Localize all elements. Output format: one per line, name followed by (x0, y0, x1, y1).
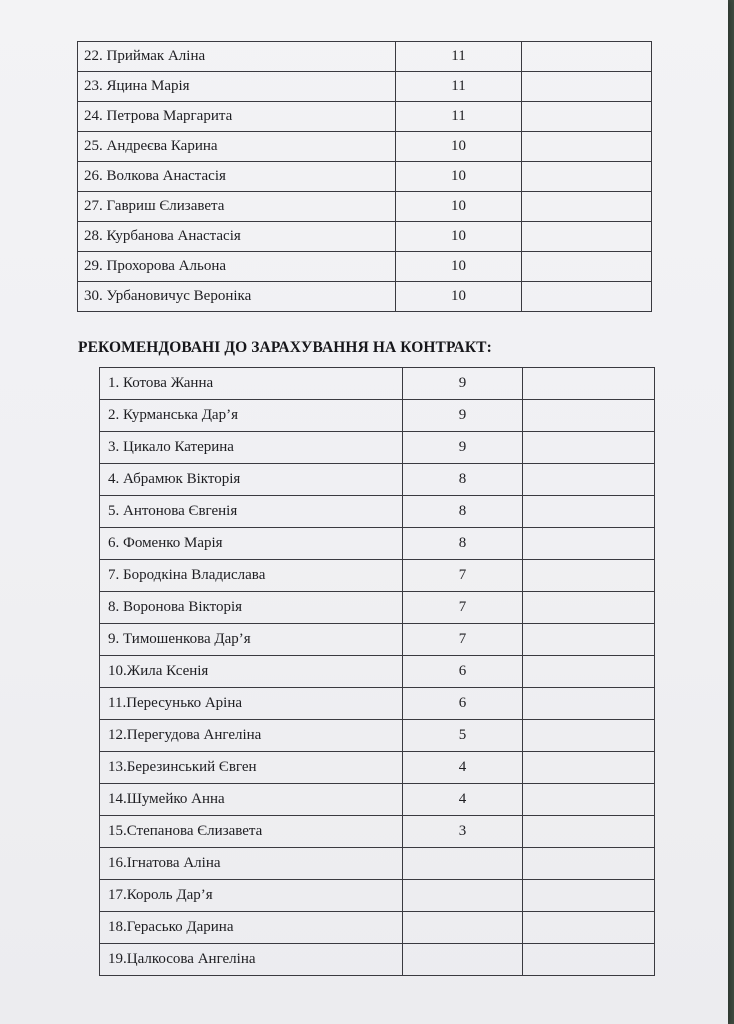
student-name-cell: 27. Гавриш Єлизавета (78, 192, 396, 222)
table-row (100, 784, 655, 816)
table-row (78, 102, 652, 132)
table-row (100, 432, 655, 464)
blank-cell (523, 720, 655, 752)
blank-cell (522, 282, 652, 312)
student-name-cell: 3. Цикало Катерина (100, 432, 403, 464)
table-row (100, 816, 655, 848)
table-row (100, 688, 655, 720)
student-name-cell: 7. Бородкіна Владислава (100, 560, 403, 592)
student-name-cell: 14.Шумейко Анна (100, 784, 403, 816)
blank-cell (523, 560, 655, 592)
student-name-cell: 22. Приймак Аліна (78, 42, 396, 72)
blank-cell (523, 944, 655, 976)
score-cell: 10 (396, 132, 522, 162)
score-cell: 10 (396, 252, 522, 282)
blank-cell (522, 102, 652, 132)
score-cell: 3 (403, 816, 523, 848)
student-name-cell: 4. Абрамюк Вікторія (100, 464, 403, 496)
blank-cell (523, 528, 655, 560)
student-name-cell: 13.Березинський Євген (100, 752, 403, 784)
blank-cell (523, 848, 655, 880)
blank-cell (522, 42, 652, 72)
table-row (100, 656, 655, 688)
blank-cell (522, 72, 652, 102)
student-name-cell: 8. Воронова Вікторія (100, 592, 403, 624)
score-cell (403, 880, 523, 912)
student-name-cell: 23. Яцина Марія (78, 72, 396, 102)
score-cell: 5 (403, 720, 523, 752)
blank-cell (523, 624, 655, 656)
table-row (100, 912, 655, 944)
student-name-cell: 9. Тимошенкова Дар’я (100, 624, 403, 656)
table-row (78, 72, 652, 102)
table-row (100, 528, 655, 560)
score-cell: 7 (403, 560, 523, 592)
score-cell: 4 (403, 752, 523, 784)
blank-cell (522, 222, 652, 252)
table-row (100, 560, 655, 592)
score-cell (403, 912, 523, 944)
table-row (100, 592, 655, 624)
table-row (78, 132, 652, 162)
table-row (100, 464, 655, 496)
score-cell: 9 (403, 400, 523, 432)
blank-cell (523, 656, 655, 688)
blank-cell (523, 432, 655, 464)
budget-list-body (78, 42, 652, 312)
table-row (100, 368, 655, 400)
score-cell: 6 (403, 656, 523, 688)
blank-cell (523, 400, 655, 432)
student-name-cell: 28. Курбанова Анастасія (78, 222, 396, 252)
score-cell: 6 (403, 688, 523, 720)
score-cell: 9 (403, 368, 523, 400)
contract-list-body (100, 368, 655, 976)
table-row (100, 496, 655, 528)
table-row (100, 944, 655, 976)
blank-cell (523, 816, 655, 848)
student-name-cell: 1. Котова Жанна (100, 368, 403, 400)
student-name-cell: 25. Андреєва Карина (78, 132, 396, 162)
score-cell: 10 (396, 192, 522, 222)
score-cell: 10 (396, 162, 522, 192)
score-cell: 10 (396, 282, 522, 312)
table-row (78, 222, 652, 252)
score-cell: 7 (403, 624, 523, 656)
blank-cell (523, 880, 655, 912)
student-name-cell: 29. Прохорова Альона (78, 252, 396, 282)
score-cell: 10 (396, 222, 522, 252)
table-row (100, 400, 655, 432)
blank-cell (523, 688, 655, 720)
section-heading: РЕКОМЕНДОВАНІ ДО ЗАРАХУВАННЯ НА КОНТРАКТ: (78, 339, 492, 356)
student-name-cell: 2. Курманська Дар’я (100, 400, 403, 432)
student-name-cell: 16.Ігнатова Аліна (100, 848, 403, 880)
table-row (100, 624, 655, 656)
score-cell: 11 (396, 102, 522, 132)
score-cell (403, 848, 523, 880)
score-cell: 4 (403, 784, 523, 816)
score-cell: 8 (403, 496, 523, 528)
student-name-cell: 26. Волкова Анастасія (78, 162, 396, 192)
blank-cell (523, 368, 655, 400)
student-name-cell: 18.Герасько Дарина (100, 912, 403, 944)
student-name-cell: 24. Петрова Маргарита (78, 102, 396, 132)
contract-list-table (99, 367, 655, 976)
blank-cell (522, 252, 652, 282)
score-cell: 8 (403, 528, 523, 560)
student-name-cell: 19.Цалкосова Ангеліна (100, 944, 403, 976)
table-row (78, 252, 652, 282)
student-name-cell: 5. Антонова Євгенія (100, 496, 403, 528)
student-name-cell: 11.Пересунько Аріна (100, 688, 403, 720)
score-cell: 11 (396, 72, 522, 102)
table-row (78, 42, 652, 72)
table-row (100, 720, 655, 752)
budget-list-table (77, 41, 652, 312)
score-cell: 8 (403, 464, 523, 496)
blank-cell (522, 132, 652, 162)
blank-cell (522, 192, 652, 222)
score-cell (403, 944, 523, 976)
table-row (78, 192, 652, 222)
table-row (100, 848, 655, 880)
blank-cell (523, 912, 655, 944)
blank-cell (523, 464, 655, 496)
student-name-cell: 30. Урбановичус Вероніка (78, 282, 396, 312)
blank-cell (523, 592, 655, 624)
student-name-cell: 10.Жила Ксенія (100, 656, 403, 688)
table-row (100, 752, 655, 784)
blank-cell (523, 784, 655, 816)
blank-cell (522, 162, 652, 192)
student-name-cell: 17.Король Дар’я (100, 880, 403, 912)
blank-cell (523, 752, 655, 784)
student-name-cell: 12.Перегудова Ангеліна (100, 720, 403, 752)
table-row (78, 282, 652, 312)
score-cell: 7 (403, 592, 523, 624)
student-name-cell: 6. Фоменко Марія (100, 528, 403, 560)
score-cell: 9 (403, 432, 523, 464)
score-cell: 11 (396, 42, 522, 72)
table-row (100, 880, 655, 912)
student-name-cell: 15.Степанова Єлизавета (100, 816, 403, 848)
table-row (78, 162, 652, 192)
blank-cell (523, 496, 655, 528)
